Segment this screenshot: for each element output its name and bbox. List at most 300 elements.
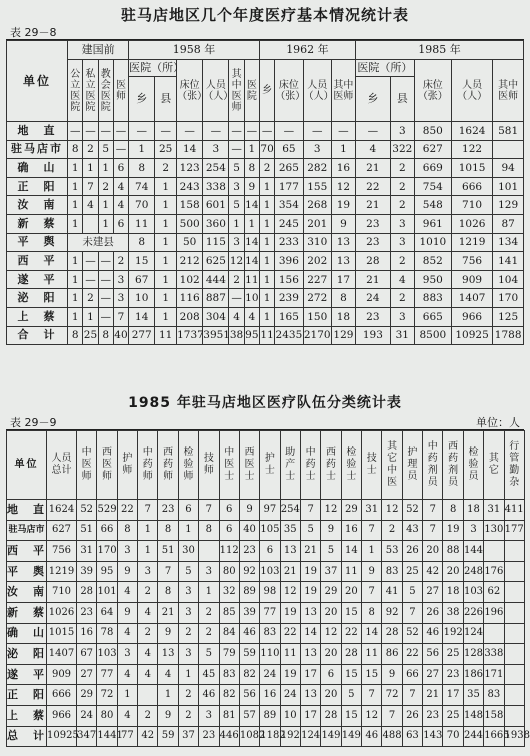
t1-cell: 1: [68, 289, 83, 308]
t1-cell: 22: [355, 177, 390, 196]
t2-cell: 12: [321, 500, 341, 521]
t2-cell: 77: [97, 664, 117, 685]
t2-cell: 41: [382, 582, 402, 603]
t2-cell: 2: [138, 705, 158, 726]
t1-cell: 11: [129, 214, 155, 233]
t2-cell: 1665: [484, 726, 504, 747]
t1-cell: 201: [303, 214, 331, 233]
t1-cell: 14: [129, 307, 155, 326]
t1-cell: 21: [355, 270, 390, 289]
t2-cell: 38: [443, 602, 463, 623]
t2-row: [7, 500, 525, 521]
t2-cell: 39: [239, 602, 259, 623]
t2-cell: [504, 561, 524, 582]
t2-cell: 43: [402, 520, 422, 541]
t1-cell: —: [355, 122, 390, 141]
t2-cell: 40: [239, 520, 259, 541]
t1-cell: 966: [451, 307, 492, 326]
t1-row-unit: 驻马店市: [7, 140, 68, 159]
t1-cell: 3: [113, 289, 128, 308]
t1-cell: 1: [259, 252, 274, 271]
t2-cell: 59: [158, 726, 178, 747]
t2-cell: 4: [138, 664, 158, 685]
t1-cell: 2: [229, 270, 244, 289]
t1-cell: 1: [259, 307, 274, 326]
t2-cell: 1182: [260, 726, 280, 747]
t2-cell: 101: [97, 582, 117, 603]
t2-cell: 176: [484, 561, 504, 582]
t2-cell: 12: [382, 500, 402, 521]
t1-cell: 116: [177, 289, 203, 308]
t2-cell: 756: [47, 541, 77, 562]
t2-row: [7, 561, 525, 582]
t1-h62-yiyuan: 医院: [244, 60, 259, 122]
t2-cell: 4: [138, 644, 158, 665]
t1-cell: 7: [113, 307, 128, 326]
t2-cell: 143: [423, 726, 443, 747]
t1-cell: —: [113, 122, 128, 141]
t1-cell: 74: [129, 177, 155, 196]
t2-cell: 2: [178, 623, 198, 644]
t1-cell: 887: [203, 289, 229, 308]
t1-cell: [83, 214, 98, 233]
t2-cell: 2: [138, 623, 158, 644]
t1-row: [7, 214, 524, 233]
t2-cell: 15: [341, 602, 361, 623]
t1-h62-xiang: 乡: [259, 60, 274, 122]
t2-cell: 25: [443, 705, 463, 726]
t2-cell: 72: [382, 685, 402, 706]
t2-cell: 14: [341, 541, 361, 562]
t2-cell: 186: [463, 664, 483, 685]
t2-cell: 1: [178, 520, 198, 541]
t1-group-1985: 1985 年: [355, 41, 523, 60]
t1-cell: 5: [98, 140, 113, 159]
t2-cell: 22: [402, 644, 422, 665]
t2-cell: 19: [443, 520, 463, 541]
t2-cell: 13: [300, 644, 320, 665]
t1-cell: 961: [414, 214, 451, 233]
t2-cell: 46: [239, 623, 259, 644]
t1-row: [7, 307, 524, 326]
t2-cell: 13: [300, 602, 320, 623]
t2-cell: 130: [484, 520, 504, 541]
t1-h62-renyuan: 人员（人）: [303, 60, 331, 122]
t1-cell: 1: [155, 270, 177, 289]
t1-row: [7, 140, 524, 159]
t2-row: [7, 520, 525, 541]
t1-cell: 13: [331, 252, 355, 271]
t1-row-unit: 西 平: [7, 252, 68, 271]
t2-cell: 28: [382, 623, 402, 644]
t2-cell: 103: [97, 644, 117, 665]
t1-cell: 3: [113, 270, 128, 289]
t1-cell: 14: [177, 140, 203, 159]
t1-row: [7, 289, 524, 308]
table2-label: 表 29－9: [10, 416, 57, 429]
t2-cell: 1: [138, 541, 158, 562]
t1-h85-qizhong: 其中医师: [493, 60, 524, 122]
t2-cell: 177: [504, 520, 524, 541]
t2-cell: 20: [341, 582, 361, 603]
t1-cell: 4: [390, 270, 414, 289]
t2-cell: 28: [77, 582, 97, 603]
t2-cell: 16: [341, 520, 361, 541]
t2-cell: 192: [280, 726, 300, 747]
t2-cell: 15: [341, 664, 361, 685]
table2-header-row: [7, 431, 525, 500]
t1-cell: 1: [68, 214, 83, 233]
t2-cell: 82: [239, 664, 259, 685]
t1-cell: 2: [390, 289, 414, 308]
t2-cell: 1219: [47, 561, 77, 582]
t1-cell: 12: [229, 252, 244, 271]
t1-cell: 1: [155, 177, 177, 196]
t2-cell: 6: [260, 541, 280, 562]
t1-cell: 1: [68, 159, 83, 178]
t2-cell: 28: [321, 705, 341, 726]
t2-cell: [138, 685, 158, 706]
t2-cell: [484, 623, 504, 644]
t1-cell: —: [155, 122, 177, 141]
t1-cell: 8: [244, 159, 259, 178]
t2-cell: 9: [382, 664, 402, 685]
t2-cell: 2: [178, 685, 198, 706]
t1-cell: 239: [275, 289, 303, 308]
t1-cell: 23: [355, 214, 390, 233]
t2-cell: 8: [362, 602, 382, 623]
t1-cell: 156: [275, 270, 303, 289]
t1-h62-qizhong: 其中医师: [331, 60, 355, 122]
t1-h85-xiang: 乡: [355, 77, 390, 122]
t2-cell: 3: [178, 602, 198, 623]
t2-cell: 7: [362, 685, 382, 706]
t2-cell: 7: [158, 561, 178, 582]
t1-cell: 23: [355, 307, 390, 326]
t2-cell: 7: [382, 705, 402, 726]
t2-cell: 19: [300, 582, 320, 603]
t2-cell: 56: [239, 685, 259, 706]
t2-cell: 8: [117, 520, 137, 541]
t2-col-header: 人员总计: [47, 431, 77, 500]
t2-cell: 27: [423, 664, 443, 685]
t2-cell: 62: [484, 582, 504, 603]
t1-cell: 24: [355, 289, 390, 308]
t1-cell: 1: [83, 159, 98, 178]
t2-cell: 29: [321, 582, 341, 603]
t2-cell: 17: [443, 685, 463, 706]
t2-cell: 67: [77, 644, 97, 665]
t1-cell: 193: [355, 326, 390, 345]
t1-cell: 1: [155, 307, 177, 326]
t1-cell: 95: [244, 326, 259, 345]
t1-cell: 2: [83, 140, 98, 159]
t1-cell: 16: [331, 159, 355, 178]
t2-cell: 9: [158, 623, 178, 644]
t2-cell: 82: [219, 685, 239, 706]
t2-row: [7, 664, 525, 685]
t1-cell: 9: [331, 214, 355, 233]
t2-cell: 80: [97, 705, 117, 726]
t2-cell: 19: [280, 602, 300, 623]
t1-row-unit: 上 蔡: [7, 307, 68, 326]
t1-h85-chuangwei: 床位（张）: [414, 60, 451, 122]
t2-col-header: 技师: [199, 431, 219, 500]
t1-cell: 233: [275, 233, 303, 252]
t2-cell: [199, 541, 219, 562]
t2-cell: 5: [402, 582, 422, 603]
t1-cell: —: [259, 122, 274, 141]
t1-row-unit: 新 蔡: [7, 214, 68, 233]
t2-cell: 3: [463, 520, 483, 541]
t2-cell: 24: [260, 664, 280, 685]
t2-cell: 26: [402, 705, 422, 726]
t2-cell: 22: [117, 500, 137, 521]
t1-h-jiaohui: 教会医院: [98, 60, 113, 122]
t2-cell: [504, 664, 524, 685]
t2-cell: 17: [300, 664, 320, 685]
t2-cell: 18: [443, 582, 463, 603]
t2-cell: 77: [117, 726, 137, 747]
t2-cell: 23: [199, 726, 219, 747]
t1-cell: 548: [414, 196, 451, 215]
t2-cell: 2: [199, 623, 219, 644]
t1-cell: 25: [83, 326, 98, 345]
t1-cell: 155: [303, 177, 331, 196]
t2-cell: 13: [158, 644, 178, 665]
t2-cell: 7: [362, 582, 382, 603]
t2-cell: 63: [402, 726, 422, 747]
t1-cell: 1: [244, 140, 259, 159]
t1-cell: 1026: [451, 214, 492, 233]
t1-cell: 1: [259, 270, 274, 289]
t2-cell: 42: [423, 561, 443, 582]
t1-row-unit: 正 阳: [7, 177, 68, 196]
t1-cell: 38: [229, 326, 244, 345]
t2-col-header: 检验士: [341, 431, 361, 500]
t2-cell: 23: [443, 664, 463, 685]
t2-col-header: 中药剂员: [423, 431, 443, 500]
table1-title: 驻马店地区几个年度医疗基本情况统计表: [120, 6, 409, 24]
t2-cell: 46: [362, 726, 382, 747]
t2-cell: 192: [443, 623, 463, 644]
t1-cell: 70: [129, 196, 155, 215]
t1-cell: —: [275, 122, 303, 141]
t2-cell: 196: [484, 602, 504, 623]
t2-row-unit: 驻马店市: [7, 520, 47, 541]
t2-cell: 45: [199, 664, 219, 685]
t1-cell: 3: [390, 122, 414, 141]
t2-cell: 25: [402, 561, 422, 582]
t1-cell: 8500: [414, 326, 451, 345]
t2-cell: 171: [484, 664, 504, 685]
t1-cell: —: [331, 122, 355, 141]
t2-col-header: 其它: [484, 431, 504, 500]
t1-cell: 2: [155, 159, 177, 178]
t2-cell: 16: [260, 685, 280, 706]
t2-cell: 105: [260, 520, 280, 541]
t1-cell: 87: [493, 214, 524, 233]
t2-cell: 3: [178, 582, 198, 603]
t2-cell: 85: [219, 602, 239, 623]
t2-cell: 7: [138, 500, 158, 521]
t2-cell: 15: [362, 664, 382, 685]
t2-cell: 22: [341, 623, 361, 644]
t2-cell: 124: [463, 623, 483, 644]
t1-h58-renyuan: 人员（人）: [203, 60, 229, 122]
t2-cell: 9: [117, 561, 137, 582]
t2-cell: 7: [423, 500, 443, 521]
t2-cell: 15: [341, 705, 361, 726]
t2-cell: 4: [138, 602, 158, 623]
t2-row-unit: 上 蔡: [7, 705, 47, 726]
t1-cell: 254: [203, 159, 229, 178]
t2-cell: 112: [219, 541, 239, 562]
t2-cell: [484, 541, 504, 562]
t1-cell: 2: [98, 177, 113, 196]
t2-row: [7, 602, 525, 623]
t2-cell: 9: [117, 602, 137, 623]
t2-cell: 1: [178, 664, 198, 685]
t2-cell: 21: [300, 541, 320, 562]
t2-cell: 78: [97, 623, 117, 644]
t1-cell: 2: [390, 252, 414, 271]
t1-cell: 310: [303, 233, 331, 252]
t2-col-header: 西药剂员: [443, 431, 463, 500]
t1-cell: 11: [244, 270, 259, 289]
t2-col-header: 技士: [362, 431, 382, 500]
t2-cell: 1026: [47, 602, 77, 623]
t2-cell: 29: [77, 685, 97, 706]
t1-cell: 396: [275, 252, 303, 271]
t2-cell: 31: [362, 500, 382, 521]
t1-cell: 6: [113, 214, 128, 233]
t1-cell: 4: [229, 307, 244, 326]
t2-cell: 110: [260, 644, 280, 665]
t2-cell: 488: [382, 726, 402, 747]
t2-cell: 158: [484, 705, 504, 726]
t1-cell: 65: [275, 140, 303, 159]
t2-cell: 92: [239, 561, 259, 582]
t2-col-header: 西药师: [158, 431, 178, 500]
t2-cell: 46: [423, 623, 443, 644]
t1-cell: 1219: [451, 233, 492, 252]
t2-cell: 37: [178, 726, 198, 747]
t1-cell: 1788: [493, 326, 524, 345]
t2-cell: 26: [402, 541, 422, 562]
table2-body: [7, 500, 530, 747]
t2-cell: 46: [199, 685, 219, 706]
t1-cell: 202: [303, 252, 331, 271]
t2-col-header: 中医士: [219, 431, 239, 500]
t2-cell: 8: [158, 582, 178, 603]
t2-cell: 12: [362, 705, 382, 726]
t2-cell: 20: [321, 602, 341, 623]
t1-cell: 756: [451, 252, 492, 271]
t1-cell: 1: [259, 177, 274, 196]
t1-cell: 13: [331, 233, 355, 252]
t1-cell: 666: [451, 177, 492, 196]
t2-cell: 52: [402, 500, 422, 521]
t2-cell: 70: [443, 726, 463, 747]
t1-cell: 852: [414, 252, 451, 271]
t2-cell: 5: [321, 541, 341, 562]
t1-cell: 1010: [414, 233, 451, 252]
t2-row: [7, 726, 525, 747]
t1-cell: 2: [113, 252, 128, 271]
t1-cell: 1: [83, 307, 98, 326]
t2-cell: 23: [239, 541, 259, 562]
t2-cell: 2: [178, 705, 198, 726]
t1-cell: 8: [98, 326, 113, 345]
t2-cell: 79: [219, 644, 239, 665]
t1-cell: 1624: [451, 122, 492, 141]
t2-col-header: 助产士: [280, 431, 300, 500]
t2-cell: 20: [423, 541, 443, 562]
t1-row-unit: 泌 阳: [7, 289, 68, 308]
t1-h58-xiang: 乡: [129, 77, 155, 122]
t1-cell: 1: [259, 233, 274, 252]
t2-col-header: 护士: [260, 431, 280, 500]
t1-h-gongli: 公立医院: [68, 60, 83, 122]
t2-cell: 52: [402, 623, 422, 644]
t1-cell: 2: [83, 289, 98, 308]
t2-cell: 16: [77, 623, 97, 644]
t1-cell: 1407: [451, 289, 492, 308]
t1-cell: 150: [303, 307, 331, 326]
t1-row: [7, 252, 524, 271]
t2-cell: 149: [321, 726, 341, 747]
t1-cell: 94: [493, 159, 524, 178]
t2-cell: 347: [77, 726, 97, 747]
t2-cell: 83: [260, 623, 280, 644]
t1-cell: 669: [414, 159, 451, 178]
t1-cell: 1: [331, 140, 355, 159]
t2-cell: 2: [382, 520, 402, 541]
t2-row-unit: 汝 南: [7, 582, 47, 603]
t1-cell: 11: [259, 326, 274, 345]
t2-cell: 14: [300, 623, 320, 644]
t2-cell: 20: [443, 561, 463, 582]
t2-cell: 144: [463, 541, 483, 562]
t1-cell: 25: [155, 140, 177, 159]
t2-cell: 32: [219, 582, 239, 603]
t1-cell: —: [229, 122, 244, 141]
t1-cell: 268: [303, 196, 331, 215]
t2-cell: 529: [97, 500, 117, 521]
t1-cell: 8: [68, 326, 83, 345]
t1-cell: 710: [451, 196, 492, 215]
t2-cell: 9: [239, 500, 259, 521]
t2-col-header: 检验员: [463, 431, 483, 500]
t2-col-header: 西医师: [97, 431, 117, 500]
t1-cell: 909: [451, 270, 492, 289]
t1-row: [7, 196, 524, 215]
t2-cell: 51: [77, 520, 97, 541]
t2-cell: 9: [362, 561, 382, 582]
t2-cell: 20: [321, 685, 341, 706]
t2-cell: 56: [423, 644, 443, 665]
t2-cell: 27: [77, 664, 97, 685]
t2-cell: 11: [341, 561, 361, 582]
t2-cell: 83: [484, 685, 504, 706]
t1-cell: 581: [493, 122, 524, 141]
t2-cell: 66: [97, 520, 117, 541]
t2-cell: 7: [402, 685, 422, 706]
t2-cell: 3: [117, 541, 137, 562]
table2-title: 1985 年驻马店地区医疗队伍分类统计表: [128, 395, 402, 411]
t1-cell: 1: [68, 177, 83, 196]
